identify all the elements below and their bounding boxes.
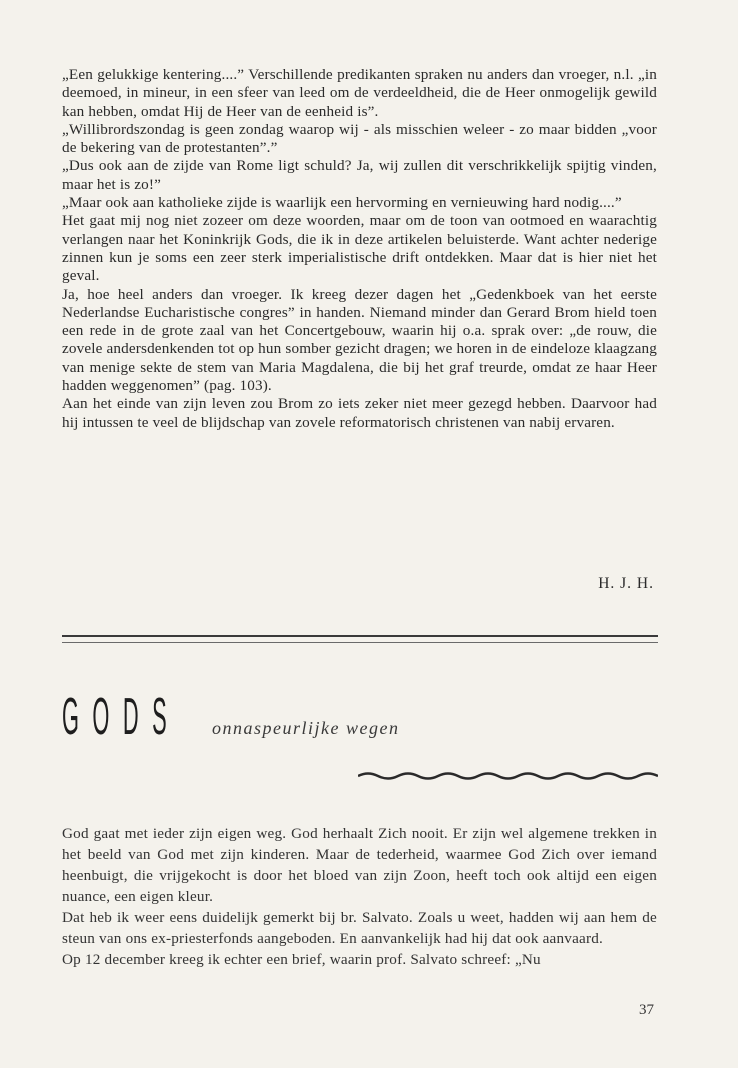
paragraph: Ja, hoe heel anders dan vroeger. Ik kreeg dezer dagen het „Gedenkboek van het eerste Nederlandse Eucharistische congres” in handen. Niemand minder dan Gerard Brom hield toen een rede in de grote zaal van het Concertgebouw, waarin hij o.a. sprak over: „de rouw, die zovele andersdenkenden tot op hun somber gezicht dragen; we horen in de eindeloze klaagzang van menige sekte de stem van Maria Magdalena, die bij het graf treurde, omdat ze haar Heer hadden weggenomen” (pag. 103). xyxy=(62,285,657,395)
section-divider-thin xyxy=(62,642,658,643)
paragraph: „Dus ook aan de zijde van Rome ligt schuld? Ja, wij zullen dit verschrikkelijk spijtig vinden, maar het is zo!” xyxy=(62,157,657,193)
page-number: 37 xyxy=(639,1002,654,1018)
paragraph: Het gaat mij nog niet zozeer om deze woorden, maar om de toon van ootmoed en waarachtig verlangen naar het Koninkrijk Gods, die ik in deze artikelen beluisterde. Want achter nederige zinnen kun je soms een zeer sterk imperialistische drift ontdekken. Maar dat is hier niet het geval. xyxy=(62,212,657,285)
previous-article-text xyxy=(62,66,657,432)
article-body xyxy=(62,823,657,970)
article-subtitle: onnaspeurlijke wegen xyxy=(212,718,400,738)
article-heading xyxy=(62,688,662,748)
paragraph: „Maar ook aan katholieke zijde is waarlijk een hervorming en vernieuwing hard nodig....” xyxy=(62,194,622,212)
section-divider-thick xyxy=(62,635,658,637)
paragraph: „Een gelukkige kentering....” Verschillende predikanten spraken nu anders dan vroeger, n.l. „in deemoed, in mineur, in een sfeer van leed om de verdeeldheid, die de Heer onmogelijk gewild kan hebben, omdat Hij de Heer van de eenheid is”. xyxy=(62,66,657,120)
paragraph: Aan het einde van zijn leven zou Brom zo iets zeker niet meer gezegd hebben. Daarvoor had hij intussen te veel de blijdschap van zovele reformatorisch christenen van nabij ervaren. xyxy=(62,395,657,431)
article-title: GODS xyxy=(62,688,181,746)
author-signature: H. J. H. xyxy=(598,575,654,592)
paragraph: God gaat met ieder zijn eigen weg. God herhaalt Zich nooit. Er zijn wel algemene trekken in het beeld van God met zijn kinderen. Maar de tederheid, waarmee God Zich over iemand heenbuigt, die vrijgekocht is door het bloed van zijn Zoon, heeft toch ook altijd een eigen nuance, een eigen kleur. xyxy=(62,825,657,905)
paragraph: „Willibrordszondag is geen zondag waarop wij - als misschien weleer - zo maar bidden „voor de bekering van de protestanten”.” xyxy=(62,120,657,157)
wavy-ornament xyxy=(358,770,658,780)
paragraph: Op 12 december kreeg ik echter een brief, waarin prof. Salvato schreef: „Nu xyxy=(62,951,541,968)
paragraph: Dat heb ik weer eens duidelijk gemerkt bij br. Salvato. Zoals u weet, hadden wij aan hem de steun van ons ex-priesterfonds aangeboden. En aanvankelijk had hij dat ook aanvaard. xyxy=(62,909,657,947)
